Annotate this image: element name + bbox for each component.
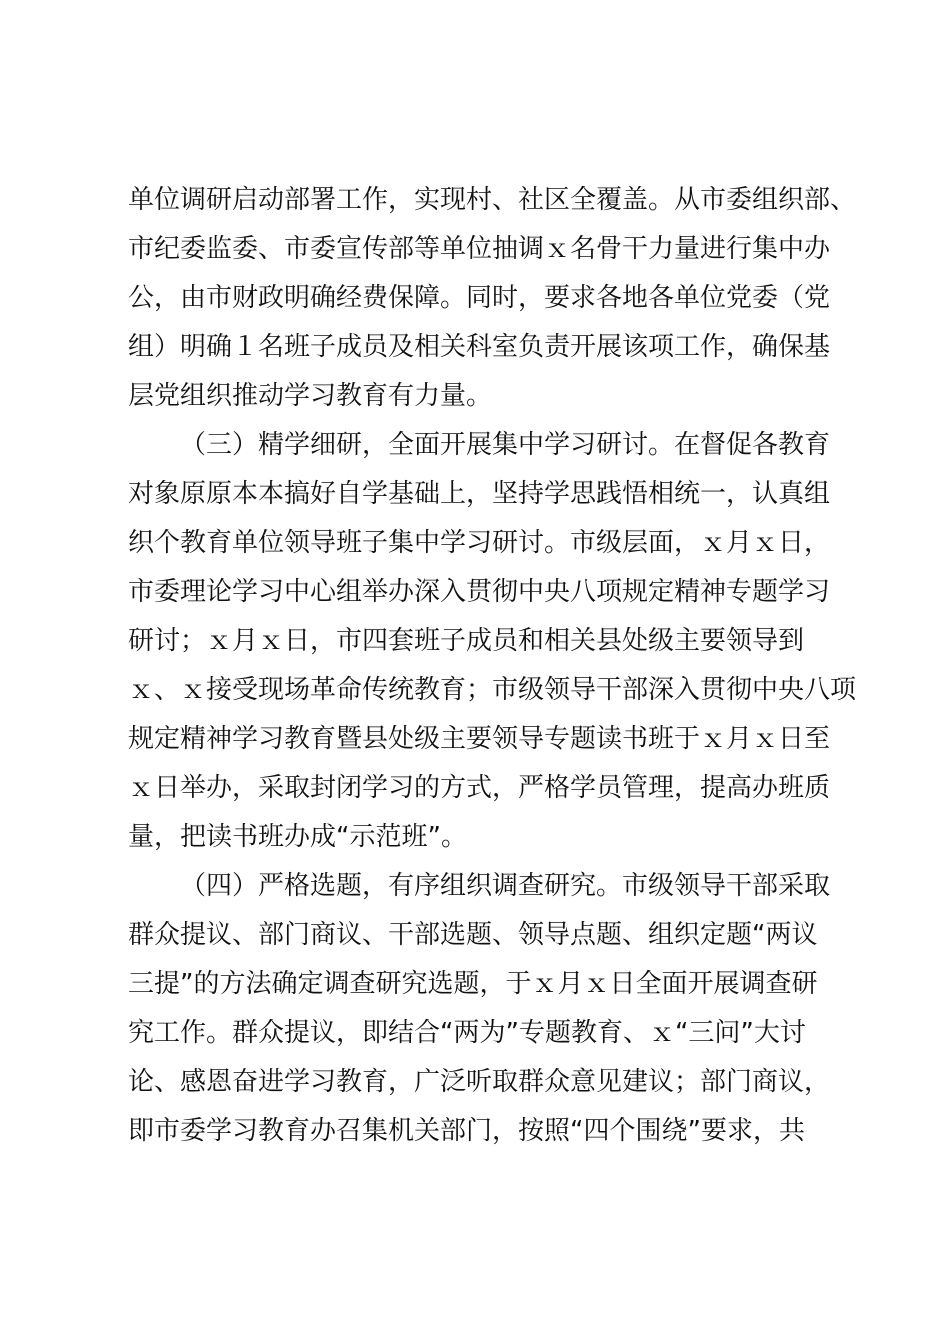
paragraph-line: 群众提议、部门商议、干部选题、领导点题、组织定题“两议 xyxy=(128,920,818,950)
paragraph-line: ｘ日举办，采取封闭学习的方式，严格学员管理，提高办班质 xyxy=(128,773,831,803)
section-heading-line: （四）严格选题，有序组织调查研究。市级领导干部采取 xyxy=(180,871,831,901)
paragraph-line: 组）明确１名班子成员及相关科室负责开展该项工作，确保基 xyxy=(128,332,831,362)
document-body xyxy=(128,176,857,1156)
paragraph-line: 规定精神学习教育暨县处级主要领导专题读书班于ｘ月ｘ日至 xyxy=(128,724,831,754)
paragraph-line: 究工作。群众提议，即结合“两为”专题教育、ｘ“三问”大讨 xyxy=(128,1018,806,1048)
paragraph-line: 三提”的方法确定调查研究选题，于ｘ月ｘ日全面开展调查研 xyxy=(128,969,818,999)
paragraph-line: 即市委学习教育办召集机关部门，按照“四个围绕”要求，共 xyxy=(128,1116,805,1146)
paragraph-line: 市纪委监委、市委宣传部等单位抽调ｘ名骨干力量进行集中办 xyxy=(128,234,831,264)
paragraph-line: 论、感恩奋进学习教育，广泛听取群众意见建议；部门商议， xyxy=(128,1067,831,1097)
paragraph-line: 对象原原本本搞好自学基础上，坚持学思践悟相统一，认真组 xyxy=(128,479,831,509)
paragraph-line: 层党组织推动学习教育有力量。 xyxy=(128,381,493,411)
paragraph-line: 量，把读书班办成“示范班”。 xyxy=(128,822,467,852)
section-heading-line: （三）精学细研，全面开展集中学习研讨。在督促各教育 xyxy=(180,430,831,460)
paragraph-line: ｘ、ｘ接受现场革命传统教育；市级领导干部深入贯彻中央八项 xyxy=(128,675,857,705)
paragraph-line: 研讨；ｘ月ｘ日，市四套班子成员和相关县处级主要领导到 xyxy=(128,626,805,656)
paragraph-line: 单位调研启动部署工作，实现村、社区全覆盖。从市委组织部、 xyxy=(128,185,857,215)
paragraph-line: 公，由市财政明确经费保障。同时，要求各地各单位党委（党 xyxy=(128,283,831,313)
paragraph-line: 织个教育单位领导班子集中学习研讨。市级层面，ｘ月ｘ日， xyxy=(128,528,831,558)
paragraph-line: 市委理论学习中心组举办深入贯彻中央八项规定精神专题学习 xyxy=(128,577,831,607)
